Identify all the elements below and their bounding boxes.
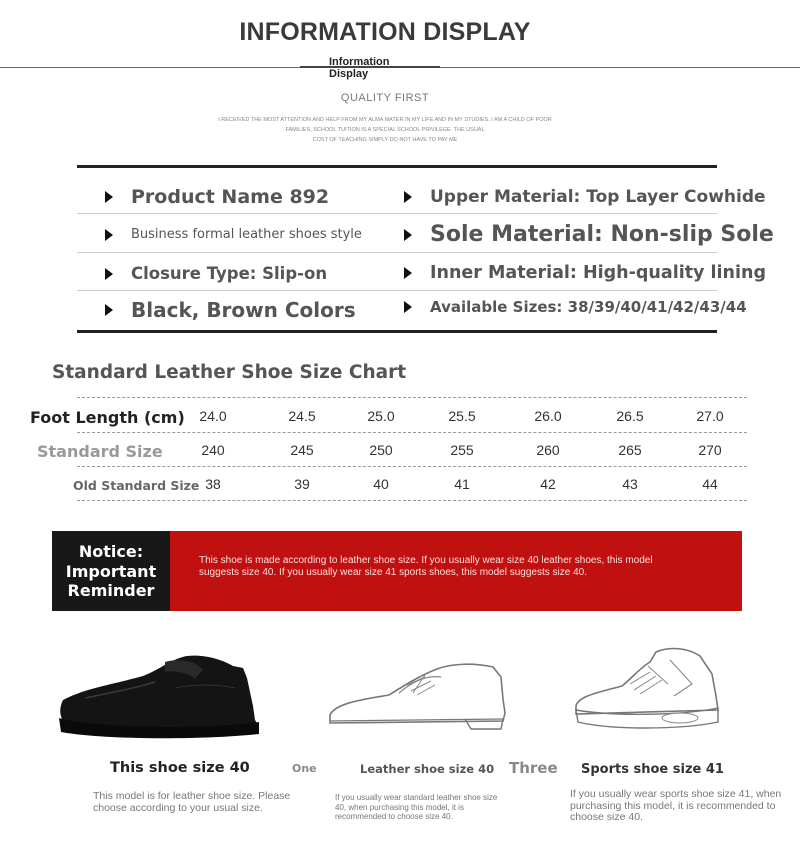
arrow-icon bbox=[404, 301, 412, 313]
black-loafer-image bbox=[55, 648, 265, 743]
label-one: One bbox=[292, 762, 317, 775]
leather-shoe-note: If you usually wear standard leather shoe size 40, when purchasing this model, it is recommended to choose size 40. bbox=[335, 793, 498, 821]
spec-row-divider bbox=[77, 213, 717, 214]
spec-colors: Black, Brown Colors bbox=[105, 298, 356, 322]
size-cell: 43 bbox=[622, 476, 638, 492]
spec-inner-material: Inner Material: High-quality lining bbox=[404, 263, 766, 283]
size-cell: 38 bbox=[205, 476, 221, 492]
spec-row-divider bbox=[77, 290, 717, 291]
label-three: Three bbox=[509, 759, 558, 777]
size-chart-divider bbox=[77, 432, 747, 433]
size-cell: 245 bbox=[290, 442, 314, 458]
arrow-icon bbox=[105, 268, 113, 280]
spec-closure: Closure Type: Slip-on bbox=[105, 264, 327, 283]
size-cell: 42 bbox=[540, 476, 556, 492]
arrow-icon bbox=[404, 229, 412, 241]
fine-print-line: COST OF TEACHING SIMPLY DO NOT HAVE TO PAY ME bbox=[312, 137, 458, 143]
sports-shoe-note: If you usually wear sports shoe size 41, when purchasing this model, it is recommended to choose size 40. bbox=[570, 788, 782, 823]
spec-product-name: Product Name 892 bbox=[105, 186, 329, 208]
arrow-icon bbox=[105, 191, 113, 203]
arrow-icon bbox=[105, 229, 113, 241]
size-cell: 260 bbox=[536, 442, 560, 458]
arrow-icon bbox=[404, 191, 412, 203]
size-cell: 255 bbox=[450, 442, 474, 458]
notice-heading: Notice: Important Reminder bbox=[52, 531, 170, 611]
notice-banner bbox=[52, 531, 742, 611]
size-chart-divider bbox=[77, 500, 747, 501]
leather-shoe-outline-image bbox=[325, 655, 510, 735]
size-chart-divider bbox=[77, 466, 747, 467]
size-cell: 26.5 bbox=[616, 408, 644, 424]
size-cell: 250 bbox=[369, 442, 393, 458]
size-cell: 27.0 bbox=[696, 408, 724, 424]
spec-table-top-border bbox=[77, 165, 717, 168]
size-cell: 25.5 bbox=[448, 408, 476, 424]
sports-shoe-caption: Sports shoe size 41 bbox=[581, 762, 724, 777]
size-cell: 39 bbox=[294, 476, 310, 492]
size-row-label: Foot Length (cm) bbox=[30, 408, 185, 427]
spec-table-bottom-border bbox=[77, 330, 717, 333]
size-chart-title: Standard Leather Shoe Size Chart bbox=[52, 362, 407, 383]
size-cell: 41 bbox=[454, 476, 470, 492]
arrow-icon bbox=[404, 267, 412, 279]
notice-text: This shoe is made according to leather shoe size. If you usually wear size 40 leather shoes, this model suggests size 40. If you usually wear size 41 sports shoes, this model suggests size 40. bbox=[199, 555, 653, 578]
spec-upper-material: Upper Material: Top Layer Cowhide bbox=[404, 187, 766, 207]
size-cell: 265 bbox=[618, 442, 642, 458]
fine-print-line: FAMILIES, SCHOOL TUITION IS A SPECIAL SCHOOL PRIVILEGE. THE USUAL bbox=[285, 127, 485, 133]
size-cell: 240 bbox=[201, 442, 225, 458]
size-row-label: Old Standard Size bbox=[73, 478, 200, 493]
size-row-label: Standard Size bbox=[37, 442, 163, 461]
arrow-icon bbox=[105, 304, 113, 316]
quality-tagline: QUALITY FIRST bbox=[340, 92, 430, 104]
this-shoe-note: This model is for leather shoe size. Please choose according to your usual size. bbox=[93, 790, 291, 814]
size-cell: 24.0 bbox=[199, 408, 227, 424]
size-cell: 26.0 bbox=[534, 408, 562, 424]
leather-shoe-caption: Leather shoe size 40 bbox=[360, 762, 495, 776]
size-cell: 25.0 bbox=[367, 408, 395, 424]
spec-style: Business formal leather shoes style bbox=[105, 227, 362, 242]
spec-available-sizes: Available Sizes: 38/39/40/41/42/43/44 bbox=[404, 298, 747, 316]
sports-shoe-outline-image bbox=[570, 644, 722, 734]
this-shoe-caption: This shoe size 40 bbox=[110, 760, 250, 776]
page-title: INFORMATION DISPLAY bbox=[239, 18, 531, 46]
spec-row-divider bbox=[77, 252, 717, 253]
fine-print-line: I RECEIVED THE MOST ATTENTION AND HELP FROM MY ALMA MATER IN MY LIFE AND IN MY STUDIES. I AM A CHILD OF POOR bbox=[218, 117, 552, 123]
size-cell: 24.5 bbox=[288, 408, 316, 424]
spec-sole-material: Sole Material: Non-slip Sole bbox=[404, 222, 774, 247]
size-cell: 270 bbox=[698, 442, 722, 458]
size-cell: 44 bbox=[702, 476, 718, 492]
page-subtitle: Information Display bbox=[329, 56, 390, 80]
size-cell: 40 bbox=[373, 476, 389, 492]
size-chart-divider bbox=[77, 397, 747, 398]
